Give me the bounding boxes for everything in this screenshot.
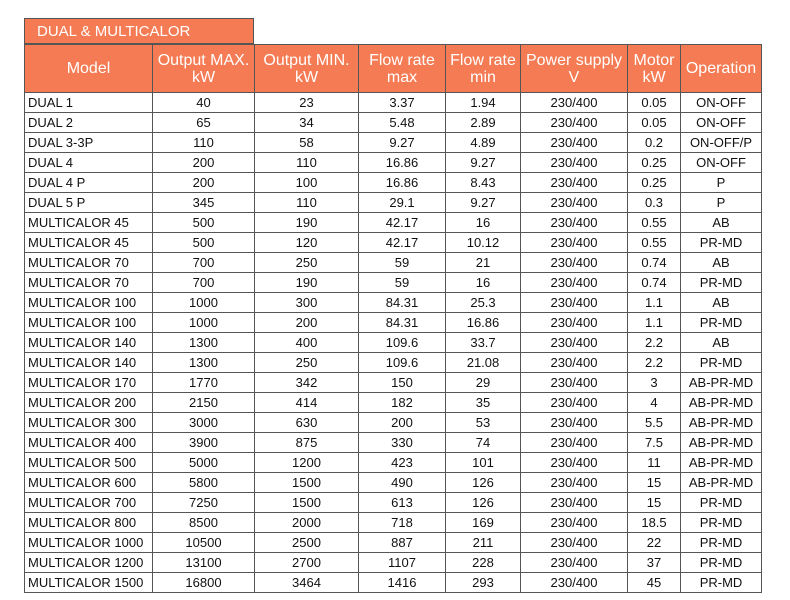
cell-model: MULTICALOR 70 [25,273,153,293]
cell-motor: 2.2 [628,333,681,353]
cell-model: DUAL 4 [25,153,153,173]
table-row [25,333,762,353]
cell-flow-min: 29 [446,373,521,393]
table-row [25,253,762,273]
cell-output-max: 1000 [153,293,255,313]
cell-flow-max: 9.27 [359,133,446,153]
cell-flow-max: 150 [359,373,446,393]
cell-model: MULTICALOR 70 [25,253,153,273]
cell-power-supply: 230/400 [521,293,628,313]
cell-power-supply: 230/400 [521,473,628,493]
cell-motor: 1.1 [628,293,681,313]
table-row [25,473,762,493]
cell-flow-min: 21 [446,253,521,273]
table-row [25,93,762,113]
column-header-output-max: Output MAX. kW [153,45,255,93]
cell-operation: PR-MD [681,553,762,573]
cell-output-max: 1300 [153,353,255,373]
cell-output-min: 1500 [255,473,359,493]
cell-output-max: 40 [153,93,255,113]
cell-motor: 0.55 [628,233,681,253]
cell-flow-min: 8.43 [446,173,521,193]
cell-output-max: 5800 [153,473,255,493]
cell-operation: PR-MD [681,573,762,593]
cell-power-supply: 230/400 [521,573,628,593]
cell-motor: 11 [628,453,681,473]
cell-model: DUAL 2 [25,113,153,133]
cell-output-max: 8500 [153,513,255,533]
cell-output-max: 500 [153,213,255,233]
cell-flow-min: 126 [446,493,521,513]
cell-power-supply: 230/400 [521,153,628,173]
cell-flow-max: 182 [359,393,446,413]
cell-model: MULTICALOR 45 [25,213,153,233]
cell-output-min: 250 [255,353,359,373]
cell-output-min: 250 [255,253,359,273]
cell-operation: AB-PR-MD [681,373,762,393]
column-header-flow-min: Flow rate min [446,45,521,93]
cell-flow-min: 228 [446,553,521,573]
column-header-flow-max: Flow rate max [359,45,446,93]
cell-flow-min: 4.89 [446,133,521,153]
table-row [25,553,762,573]
cell-model: MULTICALOR 800 [25,513,153,533]
cell-flow-max: 887 [359,533,446,553]
cell-output-min: 58 [255,133,359,153]
cell-flow-min: 293 [446,573,521,593]
cell-model: MULTICALOR 100 [25,313,153,333]
cell-motor: 0.3 [628,193,681,213]
cell-power-supply: 230/400 [521,553,628,573]
cell-power-supply: 230/400 [521,493,628,513]
cell-power-supply: 230/400 [521,233,628,253]
cell-flow-min: 53 [446,413,521,433]
cell-model: MULTICALOR 700 [25,493,153,513]
cell-output-min: 1500 [255,493,359,513]
cell-motor: 7.5 [628,433,681,453]
table-body [25,93,762,593]
cell-output-min: 3464 [255,573,359,593]
cell-output-max: 1770 [153,373,255,393]
cell-output-max: 5000 [153,453,255,473]
cell-power-supply: 230/400 [521,453,628,473]
cell-operation: PR-MD [681,233,762,253]
cell-model: MULTICALOR 170 [25,373,153,393]
cell-flow-max: 613 [359,493,446,513]
cell-model: DUAL 4 P [25,173,153,193]
cell-power-supply: 230/400 [521,413,628,433]
cell-motor: 0.74 [628,253,681,273]
cell-model: MULTICALOR 500 [25,453,153,473]
table-row [25,373,762,393]
cell-power-supply: 230/400 [521,353,628,373]
cell-power-supply: 230/400 [521,513,628,533]
table-row [25,273,762,293]
cell-output-max: 200 [153,173,255,193]
cell-model: MULTICALOR 45 [25,233,153,253]
cell-flow-min: 126 [446,473,521,493]
cell-motor: 0.74 [628,273,681,293]
cell-power-supply: 230/400 [521,173,628,193]
cell-operation: ON-OFF [681,93,762,113]
table-row [25,293,762,313]
cell-flow-min: 101 [446,453,521,473]
cell-operation: AB [681,333,762,353]
cell-flow-min: 16 [446,213,521,233]
cell-operation: ON-OFF [681,113,762,133]
cell-output-min: 300 [255,293,359,313]
cell-flow-min: 10.12 [446,233,521,253]
cell-flow-max: 3.37 [359,93,446,113]
table-row [25,233,762,253]
cell-operation: AB-PR-MD [681,453,762,473]
table-row [25,193,762,213]
cell-flow-max: 423 [359,453,446,473]
cell-output-max: 16800 [153,573,255,593]
cell-output-min: 34 [255,113,359,133]
cell-motor: 22 [628,533,681,553]
cell-output-max: 2150 [153,393,255,413]
cell-flow-min: 25.3 [446,293,521,313]
cell-flow-max: 1107 [359,553,446,573]
cell-flow-max: 1416 [359,573,446,593]
cell-output-max: 3000 [153,413,255,433]
cell-operation: PR-MD [681,353,762,373]
table-row [25,493,762,513]
table-row [25,313,762,333]
table-row [25,533,762,553]
cell-output-max: 1000 [153,313,255,333]
table-title: DUAL & MULTICALOR [24,18,254,44]
cell-output-min: 110 [255,193,359,213]
cell-operation: AB-PR-MD [681,433,762,453]
cell-operation: ON-OFF/P [681,133,762,153]
cell-flow-min: 16 [446,273,521,293]
cell-model: DUAL 5 P [25,193,153,213]
cell-motor: 45 [628,573,681,593]
cell-model: MULTICALOR 1500 [25,573,153,593]
cell-motor: 3 [628,373,681,393]
cell-output-max: 700 [153,273,255,293]
column-header-model: Model [25,45,153,93]
spec-table [24,44,762,593]
cell-flow-max: 109.6 [359,353,446,373]
cell-motor: 0.05 [628,113,681,133]
cell-flow-max: 84.31 [359,313,446,333]
cell-flow-max: 5.48 [359,113,446,133]
cell-output-min: 2700 [255,553,359,573]
column-header-output-min: Output MIN. kW [255,45,359,93]
table-row [25,353,762,373]
cell-power-supply: 230/400 [521,313,628,333]
cell-flow-min: 169 [446,513,521,533]
cell-output-min: 190 [255,273,359,293]
cell-output-min: 875 [255,433,359,453]
cell-operation: PR-MD [681,533,762,553]
cell-motor: 2.2 [628,353,681,373]
cell-power-supply: 230/400 [521,213,628,233]
cell-power-supply: 230/400 [521,193,628,213]
cell-operation: PR-MD [681,493,762,513]
cell-model: MULTICALOR 140 [25,353,153,373]
cell-flow-min: 1.94 [446,93,521,113]
table-row [25,453,762,473]
cell-power-supply: 230/400 [521,273,628,293]
header-row [25,45,762,93]
column-header-power-supply: Power supply V [521,45,628,93]
cell-output-min: 630 [255,413,359,433]
cell-operation: PR-MD [681,513,762,533]
cell-output-max: 7250 [153,493,255,513]
cell-flow-max: 109.6 [359,333,446,353]
cell-power-supply: 230/400 [521,393,628,413]
cell-motor: 5.5 [628,413,681,433]
column-header-operation: Operation [681,45,762,93]
cell-model: MULTICALOR 100 [25,293,153,313]
cell-output-min: 342 [255,373,359,393]
table-row [25,113,762,133]
cell-operation: AB-PR-MD [681,473,762,493]
cell-flow-max: 59 [359,273,446,293]
cell-output-min: 200 [255,313,359,333]
cell-output-max: 10500 [153,533,255,553]
cell-flow-max: 490 [359,473,446,493]
cell-power-supply: 230/400 [521,373,628,393]
cell-motor: 0.25 [628,173,681,193]
column-header-motor: Motor kW [628,45,681,93]
cell-motor: 0.55 [628,213,681,233]
cell-flow-min: 211 [446,533,521,553]
cell-flow-min: 35 [446,393,521,413]
cell-power-supply: 230/400 [521,133,628,153]
table-row [25,413,762,433]
cell-flow-max: 42.17 [359,233,446,253]
cell-output-min: 414 [255,393,359,413]
cell-operation: AB [681,253,762,273]
cell-output-min: 190 [255,213,359,233]
cell-flow-min: 9.27 [446,193,521,213]
table-row [25,573,762,593]
cell-power-supply: 230/400 [521,333,628,353]
cell-motor: 15 [628,493,681,513]
cell-operation: PR-MD [681,273,762,293]
cell-flow-max: 84.31 [359,293,446,313]
cell-flow-max: 200 [359,413,446,433]
cell-output-max: 345 [153,193,255,213]
cell-motor: 0.25 [628,153,681,173]
cell-output-min: 1200 [255,453,359,473]
cell-operation: AB [681,293,762,313]
cell-model: MULTICALOR 1200 [25,553,153,573]
cell-output-max: 110 [153,133,255,153]
cell-model: DUAL 1 [25,93,153,113]
cell-flow-max: 16.86 [359,153,446,173]
cell-flow-max: 16.86 [359,173,446,193]
cell-power-supply: 230/400 [521,93,628,113]
cell-output-min: 110 [255,153,359,173]
table-row [25,393,762,413]
cell-model: MULTICALOR 200 [25,393,153,413]
cell-motor: 37 [628,553,681,573]
cell-output-min: 23 [255,93,359,113]
cell-output-max: 500 [153,233,255,253]
cell-output-max: 1300 [153,333,255,353]
cell-motor: 0.05 [628,93,681,113]
cell-operation: P [681,173,762,193]
table-row [25,213,762,233]
cell-operation: ON-OFF [681,153,762,173]
table-row [25,173,762,193]
cell-model: DUAL 3-3P [25,133,153,153]
cell-motor: 1.1 [628,313,681,333]
cell-flow-min: 33.7 [446,333,521,353]
cell-output-max: 65 [153,113,255,133]
cell-flow-max: 29.1 [359,193,446,213]
cell-model: MULTICALOR 1000 [25,533,153,553]
cell-flow-max: 42.17 [359,213,446,233]
cell-power-supply: 230/400 [521,433,628,453]
table-row [25,433,762,453]
cell-motor: 18.5 [628,513,681,533]
cell-operation: AB-PR-MD [681,393,762,413]
cell-output-min: 2000 [255,513,359,533]
cell-motor: 0.2 [628,133,681,153]
table-row [25,153,762,173]
cell-operation: P [681,193,762,213]
cell-model: MULTICALOR 600 [25,473,153,493]
cell-output-min: 2500 [255,533,359,553]
cell-model: MULTICALOR 400 [25,433,153,453]
cell-motor: 4 [628,393,681,413]
table-row [25,133,762,153]
cell-output-max: 200 [153,153,255,173]
cell-flow-min: 9.27 [446,153,521,173]
cell-flow-min: 2.89 [446,113,521,133]
cell-model: MULTICALOR 300 [25,413,153,433]
cell-output-max: 700 [153,253,255,273]
cell-operation: AB [681,213,762,233]
cell-motor: 15 [628,473,681,493]
cell-output-max: 3900 [153,433,255,453]
cell-power-supply: 230/400 [521,533,628,553]
cell-model: MULTICALOR 140 [25,333,153,353]
cell-output-max: 13100 [153,553,255,573]
cell-power-supply: 230/400 [521,253,628,273]
cell-output-min: 120 [255,233,359,253]
cell-output-min: 400 [255,333,359,353]
cell-flow-max: 59 [359,253,446,273]
cell-operation: AB-PR-MD [681,413,762,433]
cell-power-supply: 230/400 [521,113,628,133]
cell-output-min: 100 [255,173,359,193]
cell-flow-min: 21.08 [446,353,521,373]
table-row [25,513,762,533]
cell-operation: PR-MD [681,313,762,333]
cell-flow-max: 718 [359,513,446,533]
cell-flow-min: 16.86 [446,313,521,333]
cell-flow-max: 330 [359,433,446,453]
cell-flow-min: 74 [446,433,521,453]
